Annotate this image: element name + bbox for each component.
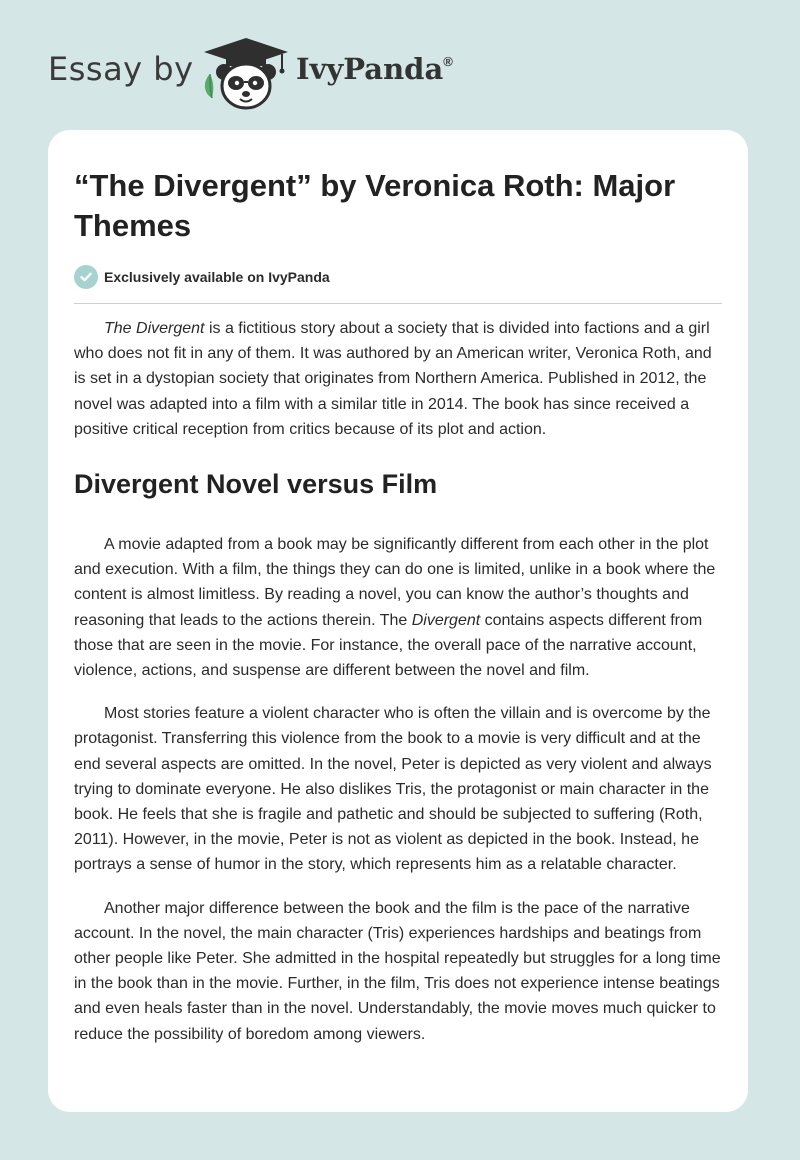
intro-paragraph: The Divergent is a fictitious story about a society that is divided into factions and a girl who does not fit in any of them. It was authored by an American writer, Veronica Roth, and is set in a dystopian society that originates from Northern America. Published in 2012, the novel was adapted into a film with a similar title in 2014. The book has since received a positive critical reception from critics because of its plot and action.: [74, 320, 712, 438]
site-header: [0, 0, 800, 120]
page-title: “The Divergent” by Veronica Roth: Major Themes: [74, 168, 676, 243]
exclusive-badge: [74, 264, 330, 290]
intro-italic-title: The Divergent: [104, 320, 205, 337]
essay-card: [48, 130, 748, 1112]
exclusive-text: Exclusively available on IvyPanda: [104, 269, 330, 285]
essay-by-label: Essay by: [48, 50, 194, 88]
registered-mark: ®: [443, 54, 453, 69]
body-paragraph-1: A movie adapted from a book may be significantly different from each other in the plot and execution. With a film, the things they can do one is limited, unlike in a book where the content is almost limitless. By reading a novel, you can know the author’s thoughts and reasoning that leads to the actions therein. The Divergent contains aspects different from those that are seen in the movie. For instance, the overall pace of the narrative account, violence, actions, and suspense are different between the novel and film.: [74, 536, 716, 680]
brand-name[interactable]: IvyPanda®: [296, 52, 453, 86]
panda-graduate-icon[interactable]: [200, 36, 292, 112]
divider: [74, 303, 722, 304]
body-paragraph-2: Most stories feature a violent character who is often the villain and is overcome by the protagonist. Transferring this violence from the book to a movie is very difficult and at the end several aspects are omitted. In the novel, Peter is depicted as very violent and always trying to dominate everyone. He also dislikes Tris, the protagonist or main character in the book. He feels that she is fragile and pathetic and should be subjected to suffering (Roth, 2011). However, in the movie, Peter is not as violent as depicted in the book. Instead, he portrays a sense of humor in the story, which represents him as a relatable character.: [74, 705, 712, 874]
section-heading: Divergent Novel versus Film: [74, 469, 438, 500]
check-circle-icon: [74, 265, 98, 289]
body-paragraph-3: Another major difference between the book and the film is the pace of the narrative account. In the novel, the main character (Tris) experiences hardships and beatings from other people like Peter. She admitted in the hospital repeatedly but struggles for a long time in the book than in the movie. Further, in the film, Tris does not experience intense beatings and even heals faster than in the novel. Understandably, the movie moves much quicker to reduce the possibility of boredom among viewers.: [74, 899, 721, 1043]
essay-body: [74, 316, 724, 1065]
